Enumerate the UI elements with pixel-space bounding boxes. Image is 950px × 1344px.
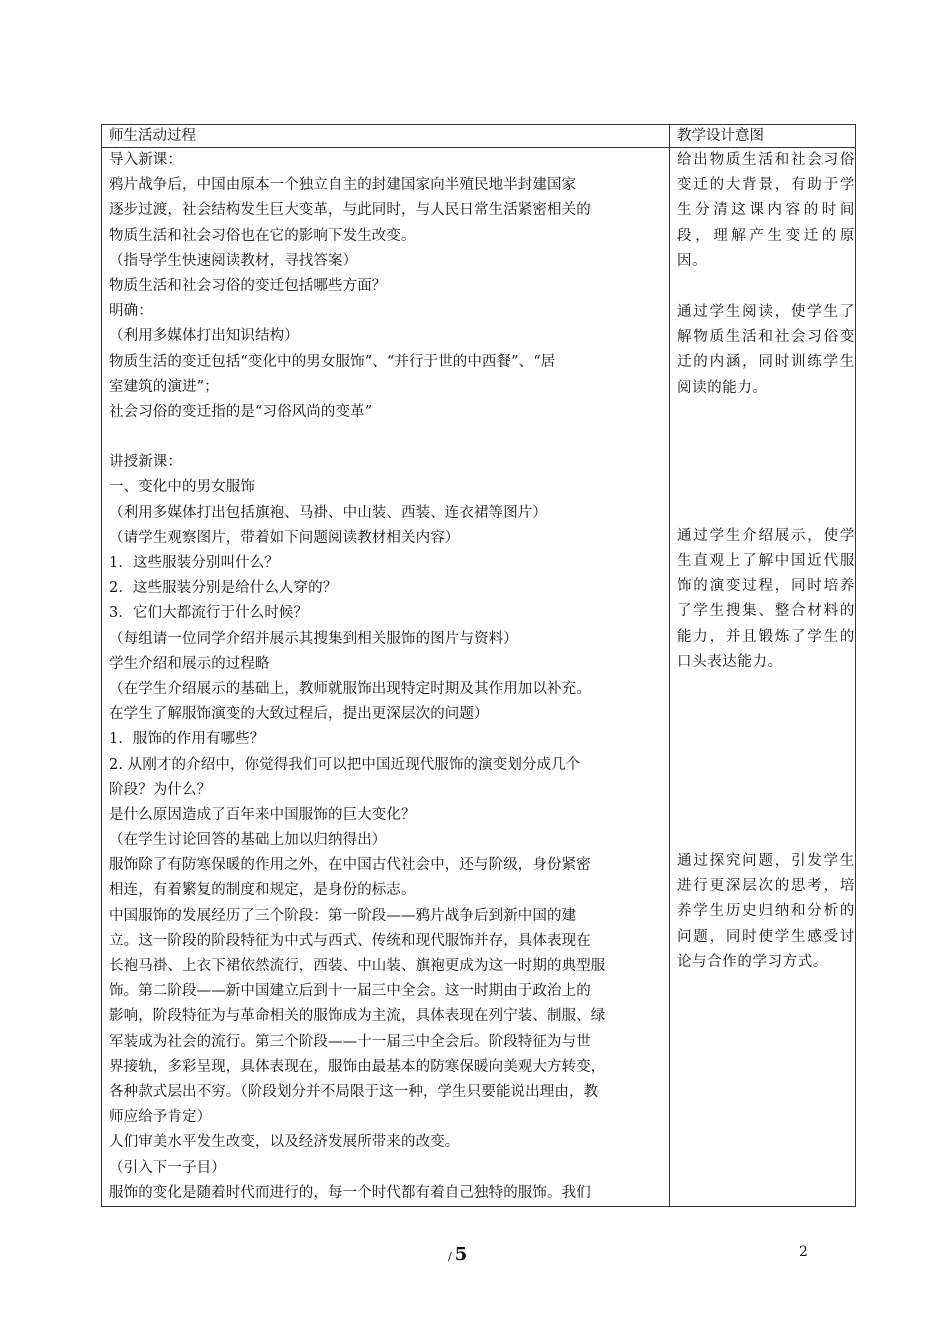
text-line: 1．服饰的作用有哪些？ (109, 731, 265, 748)
design-intent-cell (670, 148, 856, 1207)
page-number: 2 (799, 1244, 808, 1260)
text-line: 明确： (109, 303, 153, 320)
text-line: 师应给予肯定） (109, 1109, 212, 1126)
text-line (109, 425, 669, 450)
text-line: 讲授新课： (109, 454, 182, 471)
activity-process-cell (102, 148, 670, 1207)
text-line: （每组请一位同学介绍并展示其搜集到相关服饰的图片与资料） (109, 630, 518, 647)
text-line: （引入下一子目） (109, 1159, 226, 1176)
table-body-row (102, 148, 856, 1207)
text-line: 一、变化中的男女服饰 (109, 479, 255, 496)
text-line: 物质生活和社会习俗也在它的影响下发生改变。 (109, 227, 416, 244)
text-line: 是什么原因造成了百年来中国服饰的巨大变化？ (109, 806, 416, 823)
text-line: 服饰的变化是随着时代而进行的，每一个时代都有着自己独特的服饰。我们 (109, 1184, 591, 1201)
text-line: （利用多媒体打出包括旗袍、马褂、中山装、西装、连衣裙等图片） (109, 504, 547, 521)
text-line: 在学生了解服饰演变的大致过程后，提出更深层次的问题） (109, 706, 489, 723)
text-line: 军装成为社会的流行。第三个阶段——十一届三中全会后。阶段特征为与世 (109, 1033, 591, 1050)
text-line: 各种款式层出不穷。（阶段划分并不局限于这一种，学生只要能说出理由，教 (109, 1083, 599, 1100)
text-line: 学生介绍和展示的过程略 (109, 655, 270, 672)
text-line: 长袍马褂、上衣下裙依然流行，西装、中山装、旗袍更成为这一时期的典型服 (109, 958, 606, 974)
lesson-plan-table (101, 124, 856, 1207)
text-line: 导入新课： (109, 152, 182, 168)
header-left: 师生活动过程 (102, 125, 670, 148)
text-line: 2. 从刚才的介绍中，你觉得我们可以把中国近现代服饰的演变划分成几个 (109, 756, 581, 773)
text-line: 逐步过渡，社会结构发生巨大变革，与此同时，与人民日常生活紧密相关的 (109, 202, 591, 219)
text-line: 立。这一阶段的阶段特征为中式与西式、传统和现代服饰并存，具体表现在 (109, 932, 591, 949)
text-line: 界接轨，多彩呈现，具体表现在，服饰由最基本的防寒保暖向美观大方转变， (109, 1058, 606, 1075)
text-line: 2．这些服装分别是给什么人穿的？ (109, 580, 338, 597)
design-note: 通过学生阅读，使学生了解物质生活和社会习俗变迁的内涵，同时训练学生阅读的能力。 (677, 304, 855, 396)
text-line: 阶段？为什么？ (109, 781, 212, 798)
text-line: 中国服饰的发展经历了三个阶段：第一阶段——鸦片战争后到新中国的建 (109, 907, 577, 924)
text-line: （请学生观察图片，带着如下问题阅读教材相关内容） (109, 529, 460, 546)
text-line: 物质生活和社会习俗的变迁包括哪些方面？ (109, 277, 387, 294)
text-line: 3．它们大都流行于什么时候？ (109, 605, 309, 622)
page-count (448, 1244, 467, 1265)
text-line: 人们审美水平发生改变，以及经济发展所带来的改变。 (109, 1134, 460, 1151)
design-note: 通过学生介绍展示，使学生直观上了解中国近代服饰的演变过程，同时培养了学生搜集、整合材料的能力，并且锻炼了学生的口头表达能力。 (677, 527, 855, 670)
page-slash: / (448, 1250, 452, 1263)
text-line: 社会习俗的变迁指的是“习俗风尚的变革” (109, 403, 373, 420)
text-line: 物质生活的变迁包括“变化中的男女服饰”、“并行于世的中西餐”、“居 (109, 353, 556, 370)
text-line: （在学生讨论回答的基础上加以归纳得出） (109, 832, 387, 849)
text-line: 相连，有着繁复的制度和规定，是身份的标志。 (109, 882, 416, 899)
text-line: 鸦片战争后，中国由原本一个独立自主的封建国家向半殖民地半封建国家 (109, 177, 577, 194)
text-line: （在学生介绍展示的基础上，教师就服饰出现特定时期及其作用加以补充。 (109, 680, 591, 697)
text-line: 室建筑的演进”； (109, 378, 219, 395)
text-line: 影响，阶段特征为与革命相关的服饰成为主流，具体表现在列宁装、制服、绿 (109, 1008, 606, 1025)
text-line: 饰。第二阶段——新中国建立后到十一届三中全会。这一时期由于政治上的 (109, 983, 591, 1000)
header-right: 教学设计意图 (670, 125, 856, 148)
total-pages: 5 (454, 1244, 468, 1265)
text-line: 1．这些服装分别叫什么？ (109, 555, 279, 571)
design-note: 给出物质生活和社会习俗变迁的大背景，有助于学生分清这课内容的时间段，理解产生变迁的原因。 (677, 152, 855, 269)
design-note: 通过探究问题，引发学生进行更深层次的思考，培养学生历史归纳和分析的问题，同时使学生感受讨论与合作的学习方式。 (677, 853, 855, 970)
text-line: 服饰除了有防寒保暖的作用之外，在中国古代社会中，还与阶级，身份紧密 (109, 857, 591, 874)
table-header-row (102, 125, 856, 148)
text-line: （指导学生快速阅读教材，寻找答案） (109, 252, 358, 269)
text-line: （利用多媒体打出知识结构） (109, 328, 299, 345)
